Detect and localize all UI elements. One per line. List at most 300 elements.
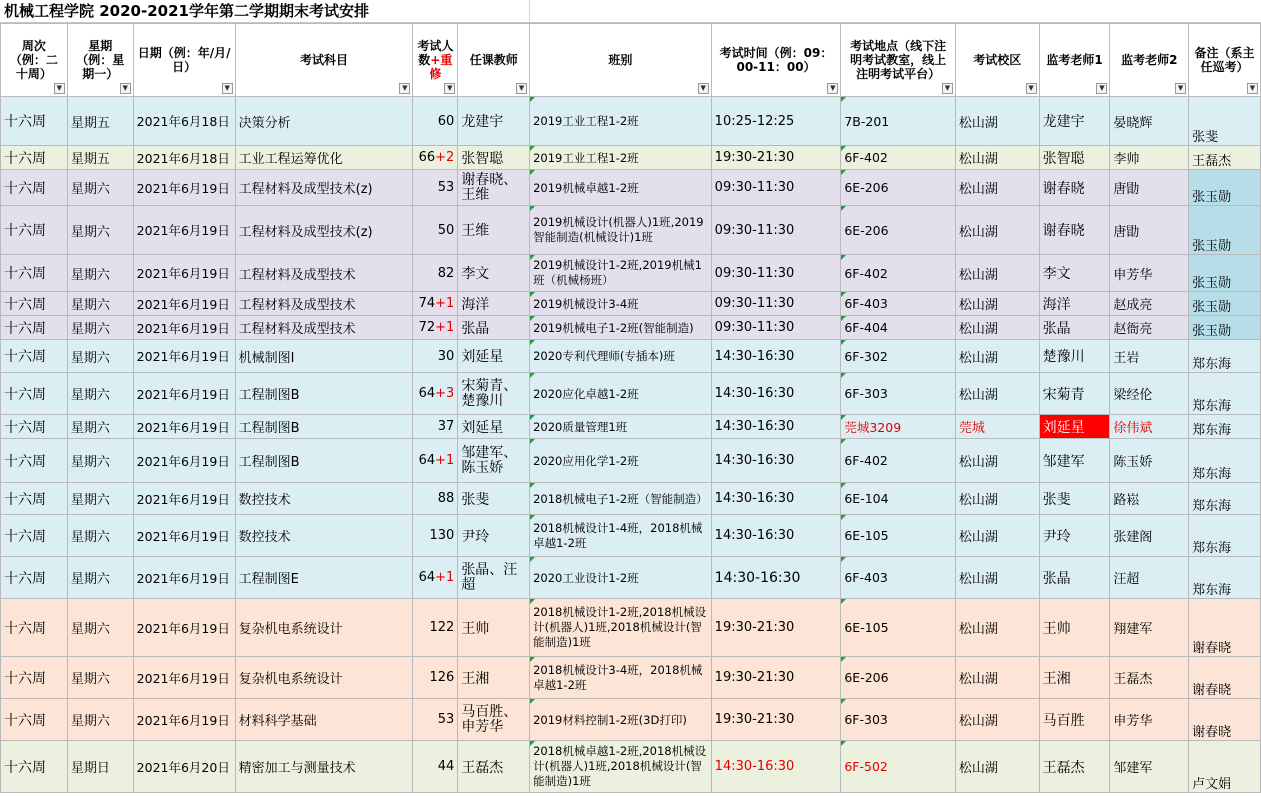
cell-place[interactable]: 7B-201 <box>841 97 956 146</box>
header-teacher[interactable]: 任课教师 ▼ <box>458 24 530 97</box>
cell-subject[interactable]: 机械制图I <box>235 340 413 373</box>
cell-class[interactable]: 2018机械设计3-4班，2018机械卓越1-2班 <box>530 657 712 699</box>
cell-count[interactable] <box>413 515 458 557</box>
cell-place[interactable]: 6F-402 <box>841 255 956 292</box>
cell-note[interactable]: 张斐 <box>1189 97 1261 146</box>
dropdown-arrow-icon[interactable]: ▼ <box>444 83 455 94</box>
cell-subject[interactable]: 材料科学基础 <box>235 699 413 741</box>
cell-inv1[interactable]: 楚豫川 <box>1039 340 1110 373</box>
cell-day[interactable]: 星期六 <box>67 415 133 439</box>
header-class[interactable]: 班别 ▼ <box>530 24 712 97</box>
cell-date[interactable]: 2021年6月19日 <box>133 415 235 439</box>
cell-teacher[interactable]: 谢春晓、王维 <box>458 170 530 206</box>
cell-day[interactable]: 星期六 <box>67 255 133 292</box>
cell-place[interactable]: 6E-206 <box>841 657 956 699</box>
cell-teacher[interactable]: 张斐 <box>458 483 530 515</box>
cell-campus[interactable]: 松山湖 <box>955 97 1039 146</box>
cell-inv2[interactable]: 赵衙亮 <box>1110 316 1189 340</box>
cell-day[interactable]: 星期六 <box>67 515 133 557</box>
exam-count: 64 <box>418 453 436 468</box>
cell-teacher[interactable]: 王帅 <box>458 599 530 657</box>
cell-count[interactable] <box>413 206 458 255</box>
cell-day[interactable]: 星期六 <box>67 373 133 415</box>
cell-teacher[interactable]: 王湘 <box>458 657 530 699</box>
cell-inv2[interactable]: 梁经伦 <box>1110 373 1189 415</box>
cell-count[interactable] <box>413 657 458 699</box>
table-row <box>1 292 1261 316</box>
cell-time[interactable]: 14:30-16:30 <box>711 340 841 373</box>
cell-week[interactable]: 十六周 <box>1 97 68 146</box>
cell-campus[interactable]: 松山湖 <box>955 206 1039 255</box>
cell-date[interactable]: 2021年6月19日 <box>133 373 235 415</box>
exam-count: 122 <box>429 620 455 635</box>
cell-campus[interactable]: 松山湖 <box>955 146 1039 170</box>
header-campus[interactable]: 考试校区 ▼ <box>955 24 1039 97</box>
cell-class[interactable]: 2019机械设计3-4班 <box>530 292 712 316</box>
cell-time[interactable]: 14:30-16:30 <box>711 415 841 439</box>
cell-inv1[interactable]: 张斐 <box>1039 483 1110 515</box>
cell-date[interactable]: 2021年6月19日 <box>133 599 235 657</box>
cell-campus[interactable]: 松山湖 <box>955 741 1039 793</box>
table-row <box>1 146 1261 170</box>
header-week[interactable]: 周次（例：二十周） ▼ <box>1 24 68 97</box>
cell-week[interactable]: 十六周 <box>1 515 68 557</box>
cell-campus[interactable]: 松山湖 <box>955 255 1039 292</box>
cell-note[interactable]: 张玉勋 <box>1189 316 1261 340</box>
exam-count: 82 <box>437 265 455 281</box>
cell-subject[interactable]: 工程制图B <box>235 373 413 415</box>
cell-week[interactable]: 十六周 <box>1 415 68 439</box>
cell-inv1[interactable]: 李文 <box>1039 255 1110 292</box>
cell-class[interactable]: 2018机械设计1-4班，2018机械卓越1-2班 <box>530 515 712 557</box>
cell-teacher[interactable]: 王维 <box>458 206 530 255</box>
cell-week[interactable]: 十六周 <box>1 255 68 292</box>
cell-time[interactable]: 19:30-21:30 <box>711 657 841 699</box>
cell-week[interactable]: 十六周 <box>1 557 68 599</box>
table-row <box>1 699 1261 741</box>
cell-campus[interactable]: 松山湖 <box>955 340 1039 373</box>
cell-date[interactable]: 2021年6月19日 <box>133 515 235 557</box>
table-body <box>1 97 1261 793</box>
cell-count[interactable] <box>413 557 458 599</box>
cell-inv1[interactable]: 马百胜 <box>1039 699 1110 741</box>
cell-place[interactable]: 6F-403 <box>841 557 956 599</box>
cell-subject[interactable]: 数控技术 <box>235 515 413 557</box>
dropdown-arrow-icon[interactable]: ▼ <box>54 83 65 94</box>
sheet-title[interactable]: 机械工程学院 2020-2021学年第二学期期末考试安排 <box>0 0 530 22</box>
cell-class[interactable]: 2019机械卓越1-2班 <box>530 170 712 206</box>
cell-inv2[interactable]: 张建阁 <box>1110 515 1189 557</box>
cell-count[interactable] <box>413 741 458 793</box>
cell-class[interactable]: 2018机械电子1-2班（智能制造） <box>530 483 712 515</box>
cell-day[interactable]: 星期六 <box>67 657 133 699</box>
cell-teacher[interactable]: 邹建军、陈玉娇 <box>458 439 530 483</box>
dropdown-arrow-icon[interactable]: ▼ <box>1175 83 1186 94</box>
cell-subject[interactable]: 决策分析 <box>235 97 413 146</box>
cell-note[interactable]: 卢文娟 <box>1189 741 1261 793</box>
cell-class[interactable]: 2019机械设计(机器人)1班,2019智能制造(机械设计)1班 <box>530 206 712 255</box>
exam-count: 126 <box>429 670 455 685</box>
cell-week[interactable]: 十六周 <box>1 373 68 415</box>
header-invigilator2[interactable]: 监考老师2 ▼ <box>1110 24 1189 97</box>
header-place[interactable]: 考试地点（线下注明考试教室，线上注明考试平台） ▼ <box>841 24 956 97</box>
cell-time[interactable]: 19:30-21:30 <box>711 699 841 741</box>
exam-count: 64 <box>418 570 436 585</box>
cell-time[interactable]: 14:30-16:30 <box>711 483 841 515</box>
cell-place[interactable]: 莞城3209 <box>841 415 956 439</box>
header-time[interactable]: 考试时间（例：09：00-11：00） ▼ <box>711 24 841 97</box>
cell-inv1[interactable]: 邹建军 <box>1039 439 1110 483</box>
cell-day[interactable]: 星期六 <box>67 699 133 741</box>
cell-day[interactable]: 星期六 <box>67 206 133 255</box>
cell-place[interactable]: 6F-403 <box>841 292 956 316</box>
cell-inv2[interactable]: 李帅 <box>1110 146 1189 170</box>
cell-date[interactable]: 2021年6月19日 <box>133 316 235 340</box>
cell-teacher[interactable]: 海洋 <box>458 292 530 316</box>
cell-week[interactable]: 十六周 <box>1 439 68 483</box>
cell-inv1[interactable]: 刘延星 <box>1039 415 1110 439</box>
cell-note[interactable]: 张玉勋 <box>1189 292 1261 316</box>
cell-class[interactable]: 2020专利代理师(专插本)班 <box>530 340 712 373</box>
exam-count: 50 <box>437 222 455 238</box>
cell-count[interactable] <box>413 97 458 146</box>
cell-teacher[interactable]: 刘延星 <box>458 340 530 373</box>
table-row <box>1 373 1261 415</box>
cell-note[interactable]: 张玉勋 <box>1189 255 1261 292</box>
table-row <box>1 557 1261 599</box>
cell-class[interactable]: 2018机械卓越1-2班,2018机械设计(机器人)1班,2018机械设计(智能制造)1班 <box>530 741 712 793</box>
cell-campus[interactable]: 松山湖 <box>955 316 1039 340</box>
cell-day[interactable]: 星期五 <box>67 146 133 170</box>
cell-inv2[interactable]: 徐伟斌 <box>1110 415 1189 439</box>
dropdown-arrow-icon[interactable]: ▼ <box>1247 83 1258 94</box>
table-row <box>1 206 1261 255</box>
dropdown-arrow-icon[interactable]: ▼ <box>399 83 410 94</box>
cell-note[interactable]: 郑东海 <box>1189 557 1261 599</box>
cell-time[interactable]: 14:30-16:30 <box>711 557 841 599</box>
cell-note[interactable]: 谢春晓 <box>1189 657 1261 699</box>
table-row <box>1 97 1261 146</box>
cell-note[interactable]: 郑东海 <box>1189 415 1261 439</box>
cell-subject[interactable]: 工业工程运筹优化 <box>235 146 413 170</box>
cell-subject[interactable]: 精密加工与测量技术 <box>235 741 413 793</box>
cell-week[interactable]: 十六周 <box>1 340 68 373</box>
cell-inv2[interactable]: 晏晓辉 <box>1110 97 1189 146</box>
cell-date[interactable]: 2021年6月19日 <box>133 255 235 292</box>
cell-subject[interactable]: 复杂机电系统设计 <box>235 657 413 699</box>
cell-count[interactable] <box>413 483 458 515</box>
cell-note[interactable]: 郑东海 <box>1189 439 1261 483</box>
cell-campus[interactable]: 松山湖 <box>955 483 1039 515</box>
cell-place[interactable]: 6F-402 <box>841 439 956 483</box>
exam-count: 88 <box>437 491 455 506</box>
cell-note[interactable]: 张玉勋 <box>1189 170 1261 206</box>
table-row <box>1 316 1261 340</box>
exam-count: 74 <box>418 296 436 311</box>
cell-date[interactable]: 2021年6月18日 <box>133 97 235 146</box>
cell-inv1[interactable]: 张晶 <box>1039 316 1110 340</box>
cell-teacher[interactable]: 龙建宇 <box>458 97 530 146</box>
cell-time[interactable]: 14:30-16:30 <box>711 439 841 483</box>
cell-note[interactable]: 郑东海 <box>1189 340 1261 373</box>
cell-inv2[interactable]: 唐勖 <box>1110 170 1189 206</box>
cell-inv1[interactable]: 张晶 <box>1039 557 1110 599</box>
retake-count: +1 <box>435 453 455 468</box>
cell-inv2[interactable]: 路崧 <box>1110 483 1189 515</box>
cell-class[interactable]: 2019工业工程1-2班 <box>530 146 712 170</box>
cell-week[interactable]: 十六周 <box>1 146 68 170</box>
cell-time[interactable]: 19:30-21:30 <box>711 146 841 170</box>
cell-place[interactable]: 6F-302 <box>841 340 956 373</box>
cell-day[interactable]: 星期日 <box>67 741 133 793</box>
cell-class[interactable]: 2020质量管理1班 <box>530 415 712 439</box>
cell-inv2[interactable]: 唐勖 <box>1110 206 1189 255</box>
cell-class[interactable]: 2020应用化学1-2班 <box>530 439 712 483</box>
dropdown-arrow-icon[interactable]: ▼ <box>942 83 953 94</box>
cell-date[interactable]: 2021年6月19日 <box>133 206 235 255</box>
title-row-empty[interactable] <box>530 0 1261 22</box>
cell-week[interactable]: 十六周 <box>1 599 68 657</box>
cell-inv2[interactable]: 陈玉娇 <box>1110 439 1189 483</box>
cell-time[interactable]: 09:30-11:30 <box>711 292 841 316</box>
exam-count: 37 <box>437 419 455 434</box>
cell-class[interactable]: 2019机械电子1-2班(智能制造) <box>530 316 712 340</box>
exam-count: 72 <box>418 320 436 335</box>
cell-teacher[interactable]: 尹玲 <box>458 515 530 557</box>
cell-campus[interactable]: 松山湖 <box>955 292 1039 316</box>
cell-inv2[interactable]: 邹建军 <box>1110 741 1189 793</box>
table-row <box>1 657 1261 699</box>
cell-count[interactable] <box>413 255 458 292</box>
cell-note[interactable]: 郑东海 <box>1189 515 1261 557</box>
cell-inv2[interactable]: 申芳华 <box>1110 255 1189 292</box>
cell-place[interactable]: 6F-303 <box>841 373 956 415</box>
cell-time[interactable]: 09:30-11:30 <box>711 255 841 292</box>
cell-place[interactable]: 6F-402 <box>841 146 956 170</box>
cell-inv1[interactable]: 谢春晓 <box>1039 206 1110 255</box>
cell-time[interactable]: 19:30-21:30 <box>711 599 841 657</box>
cell-place[interactable]: 6F-502 <box>841 741 956 793</box>
exam-count: 30 <box>437 348 455 364</box>
cell-week[interactable]: 十六周 <box>1 741 68 793</box>
retake-count: +2 <box>435 150 455 165</box>
cell-campus[interactable]: 松山湖 <box>955 699 1039 741</box>
cell-note[interactable]: 王磊杰 <box>1189 146 1261 170</box>
exam-table <box>0 23 1261 793</box>
cell-week[interactable]: 十六周 <box>1 657 68 699</box>
cell-inv1[interactable]: 龙建宇 <box>1039 97 1110 146</box>
cell-teacher[interactable]: 张晶、汪超 <box>458 557 530 599</box>
cell-inv2[interactable]: 翔建军 <box>1110 599 1189 657</box>
table-row <box>1 439 1261 483</box>
cell-inv1[interactable]: 谢春晓 <box>1039 170 1110 206</box>
cell-subject[interactable]: 工程制图E <box>235 557 413 599</box>
cell-day[interactable]: 星期六 <box>67 340 133 373</box>
dropdown-arrow-icon[interactable]: ▼ <box>1026 83 1037 94</box>
cell-inv1[interactable]: 王湘 <box>1039 657 1110 699</box>
cell-count[interactable] <box>413 170 458 206</box>
cell-place[interactable]: 6E-206 <box>841 206 956 255</box>
cell-time[interactable]: 14:30-16:30 <box>711 741 841 793</box>
cell-day[interactable]: 星期六 <box>67 316 133 340</box>
cell-date[interactable]: 2021年6月19日 <box>133 170 235 206</box>
cell-count[interactable] <box>413 340 458 373</box>
cell-count[interactable] <box>413 599 458 657</box>
cell-time[interactable]: 14:30-16:30 <box>711 373 841 415</box>
cell-teacher[interactable]: 刘延星 <box>458 415 530 439</box>
dropdown-arrow-icon[interactable]: ▼ <box>827 83 838 94</box>
cell-note[interactable]: 谢春晓 <box>1189 599 1261 657</box>
cell-class[interactable]: 2019工业工程1-2班 <box>530 97 712 146</box>
cell-date[interactable]: 2021年6月19日 <box>133 557 235 599</box>
cell-count[interactable] <box>413 373 458 415</box>
table-row <box>1 170 1261 206</box>
cell-subject[interactable]: 复杂机电系统设计 <box>235 599 413 657</box>
cell-date[interactable]: 2021年6月19日 <box>133 657 235 699</box>
exam-count: 44 <box>437 759 455 774</box>
exam-count: 60 <box>437 113 455 129</box>
cell-place[interactable]: 6E-104 <box>841 483 956 515</box>
cell-campus[interactable]: 松山湖 <box>955 657 1039 699</box>
cell-place[interactable]: 6E-105 <box>841 515 956 557</box>
cell-place[interactable]: 6E-206 <box>841 170 956 206</box>
cell-inv1[interactable]: 王磊杰 <box>1039 741 1110 793</box>
cell-week[interactable]: 十六周 <box>1 206 68 255</box>
cell-count[interactable] <box>413 292 458 316</box>
table-row <box>1 515 1261 557</box>
table-row <box>1 599 1261 657</box>
cell-count[interactable] <box>413 699 458 741</box>
cell-day[interactable]: 星期六 <box>67 483 133 515</box>
title-row <box>0 0 1261 23</box>
cell-campus[interactable]: 松山湖 <box>955 373 1039 415</box>
cell-time[interactable]: 10:25-12:25 <box>711 97 841 146</box>
dropdown-arrow-icon[interactable]: ▼ <box>1096 83 1107 94</box>
cell-place[interactable]: 6F-404 <box>841 316 956 340</box>
header-invigilator1[interactable]: 监考老师1 ▼ <box>1039 24 1110 97</box>
cell-week[interactable]: 十六周 <box>1 292 68 316</box>
header-row <box>1 24 1261 97</box>
cell-day[interactable]: 星期五 <box>67 97 133 146</box>
cell-day[interactable]: 星期六 <box>67 557 133 599</box>
header-day[interactable]: 星期（例：星期一） ▼ <box>67 24 133 97</box>
cell-inv1[interactable]: 张智聪 <box>1039 146 1110 170</box>
cell-day[interactable]: 星期六 <box>67 292 133 316</box>
header-note[interactable]: 备注（系主任巡考） ▼ <box>1189 24 1261 97</box>
cell-subject[interactable]: 工程材料及成型技术(z) <box>235 206 413 255</box>
cell-teacher[interactable]: 宋菊青、楚豫川 <box>458 373 530 415</box>
cell-time[interactable]: 09:30-11:30 <box>711 316 841 340</box>
cell-subject[interactable]: 工程材料及成型技术(z) <box>235 170 413 206</box>
cell-count[interactable] <box>413 146 458 170</box>
cell-subject[interactable]: 数控技术 <box>235 483 413 515</box>
cell-week[interactable]: 十六周 <box>1 483 68 515</box>
cell-place[interactable]: 6F-303 <box>841 699 956 741</box>
cell-week[interactable]: 十六周 <box>1 316 68 340</box>
cell-note[interactable]: 张玉勋 <box>1189 206 1261 255</box>
cell-date[interactable]: 2021年6月18日 <box>133 146 235 170</box>
cell-subject[interactable]: 工程材料及成型技术 <box>235 255 413 292</box>
cell-subject[interactable]: 工程材料及成型技术 <box>235 316 413 340</box>
cell-date[interactable]: 2021年6月20日 <box>133 741 235 793</box>
cell-date[interactable]: 2021年6月19日 <box>133 439 235 483</box>
cell-date[interactable]: 2021年6月19日 <box>133 483 235 515</box>
cell-time[interactable]: 09:30-11:30 <box>711 206 841 255</box>
header-count[interactable]: 考试人数+重修 ▼ <box>413 24 458 97</box>
cell-note[interactable]: 谢春晓 <box>1189 699 1261 741</box>
cell-time[interactable]: 09:30-11:30 <box>711 170 841 206</box>
cell-note[interactable]: 郑东海 <box>1189 483 1261 515</box>
header-date[interactable]: 日期（例：年/月/日） ▼ <box>133 24 235 97</box>
cell-teacher[interactable]: 马百胜、申芳华 <box>458 699 530 741</box>
header-subject[interactable]: 考试科目 ▼ <box>235 24 413 97</box>
dropdown-arrow-icon[interactable]: ▼ <box>222 83 233 94</box>
cell-class[interactable]: 2020工业设计1-2班 <box>530 557 712 599</box>
cell-inv1[interactable]: 海洋 <box>1039 292 1110 316</box>
cell-subject[interactable]: 工程制图B <box>235 415 413 439</box>
cell-teacher[interactable]: 张晶 <box>458 316 530 340</box>
cell-inv2[interactable]: 申芳华 <box>1110 699 1189 741</box>
cell-inv1[interactable]: 尹玲 <box>1039 515 1110 557</box>
cell-day[interactable]: 星期六 <box>67 439 133 483</box>
cell-week[interactable]: 十六周 <box>1 699 68 741</box>
dropdown-arrow-icon[interactable]: ▼ <box>120 83 131 94</box>
cell-inv2[interactable]: 汪超 <box>1110 557 1189 599</box>
cell-campus[interactable]: 松山湖 <box>955 515 1039 557</box>
cell-campus[interactable]: 松山湖 <box>955 557 1039 599</box>
cell-subject[interactable]: 工程制图B <box>235 439 413 483</box>
cell-class[interactable]: 2019机械设计1-2班,2019机械1班（机械杨班） <box>530 255 712 292</box>
cell-teacher[interactable]: 李文 <box>458 255 530 292</box>
cell-place[interactable]: 6E-105 <box>841 599 956 657</box>
cell-note[interactable]: 郑东海 <box>1189 373 1261 415</box>
cell-count[interactable] <box>413 439 458 483</box>
cell-inv1[interactable]: 王帅 <box>1039 599 1110 657</box>
retake-count: +1 <box>435 296 455 311</box>
cell-campus[interactable]: 松山湖 <box>955 599 1039 657</box>
cell-class[interactable]: 2020应化卓越1-2班 <box>530 373 712 415</box>
cell-teacher[interactable]: 王磊杰 <box>458 741 530 793</box>
table-row <box>1 340 1261 373</box>
cell-count[interactable] <box>413 415 458 439</box>
dropdown-arrow-icon[interactable]: ▼ <box>698 83 709 94</box>
cell-date[interactable]: 2021年6月19日 <box>133 292 235 316</box>
cell-subject[interactable]: 工程材料及成型技术 <box>235 292 413 316</box>
table-row <box>1 741 1261 793</box>
cell-campus[interactable]: 莞城 <box>955 415 1039 439</box>
cell-day[interactable]: 星期六 <box>67 599 133 657</box>
cell-class[interactable]: 2018机械设计1-2班,2018机械设计(机器人)1班,2018机械设计(智能制造)1班 <box>530 599 712 657</box>
exam-count: 66 <box>418 150 436 165</box>
cell-day[interactable]: 星期六 <box>67 170 133 206</box>
cell-campus[interactable]: 松山湖 <box>955 439 1039 483</box>
cell-week[interactable]: 十六周 <box>1 170 68 206</box>
cell-class[interactable]: 2019材料控制1-2班(3D打印) <box>530 699 712 741</box>
cell-date[interactable]: 2021年6月19日 <box>133 699 235 741</box>
cell-teacher[interactable]: 张智聪 <box>458 146 530 170</box>
dropdown-arrow-icon[interactable]: ▼ <box>516 83 527 94</box>
cell-time[interactable]: 14:30-16:30 <box>711 515 841 557</box>
cell-count[interactable] <box>413 316 458 340</box>
cell-inv1[interactable]: 宋菊青 <box>1039 373 1110 415</box>
cell-inv2[interactable]: 赵成亮 <box>1110 292 1189 316</box>
exam-count: 130 <box>429 528 455 543</box>
cell-date[interactable]: 2021年6月19日 <box>133 340 235 373</box>
cell-campus[interactable]: 松山湖 <box>955 170 1039 206</box>
cell-inv2[interactable]: 王岩 <box>1110 340 1189 373</box>
cell-inv2[interactable]: 王磊杰 <box>1110 657 1189 699</box>
retake-count: +1 <box>435 570 455 585</box>
